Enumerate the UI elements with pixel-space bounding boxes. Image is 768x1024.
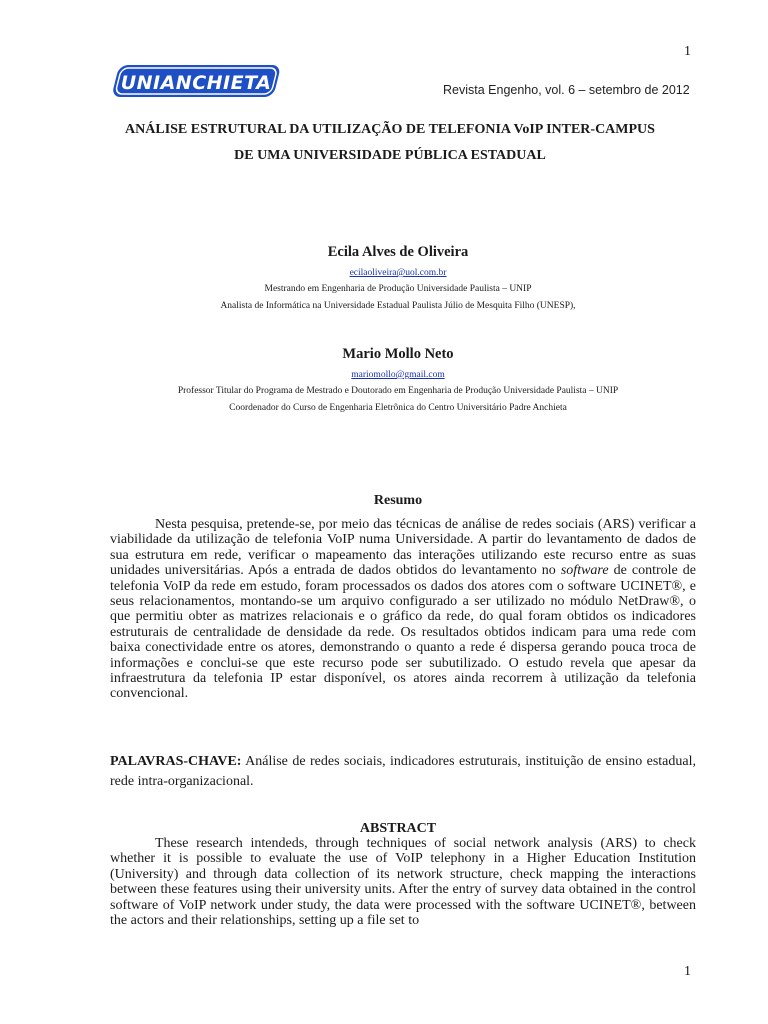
page-number-top: 1 (684, 44, 691, 59)
author-name: Ecila Alves de Oliveira (327, 244, 469, 260)
resumo-text-part: de controle de telefonia VoIP da rede em estudo, foram processados os dados dos atores com o software UCINET®, e seus relacionamentos, montando-se um arquivo configurado a ser utilizado no módulo NetDraw®, o que permitiu obter as matrizes relacionais e o gráfico da rede, do qual foram obtidos os indicadores estruturais de centralidade de densidade da rede. Os resultados obtidos indicam para uma rede com baixa conectividade entre os atores, demonstrando o quanto a rede é dispersa gerando pouca troca de informações e conclui-se que este recurso pode ser subutilizado. O estudo revela que apesar da infraestrutura da telefonia IP estar disponível, os atores ainda recorrem à utilização da telefonia convencional. (110, 563, 696, 702)
abstract-heading: ABSTRACT (359, 821, 437, 836)
author-block (100, 345, 696, 416)
keywords-text: Análise de redes sociais, indicadores estruturais, instituição de ensino estadual, rede intra-organizacional. (110, 754, 696, 789)
author-email-link[interactable]: ecilaoliveira@uol.com.br (349, 268, 447, 278)
svg-text:UNIANCHIETA: UNIANCHIETA (120, 72, 272, 94)
author-email-link[interactable]: mariomollo@gmail.com (351, 370, 445, 380)
resumo-heading: Resumo (373, 493, 423, 508)
author-affiliation: Coordenador do Curso de Engenharia Eletrônica do Centro Universitário Padre Anchieta (229, 403, 567, 413)
unianchieta-logo (106, 62, 282, 100)
keywords-label: PALAVRAS-CHAVE: (110, 754, 242, 769)
author-name: Mario Mollo Neto (342, 346, 454, 362)
resumo-paragraph (110, 517, 696, 702)
resumo-text-part: Nesta pesquisa, pretende-se, por meio das técnicas de análise de redes sociais (ARS) verificar a viabilidade da utilização de telefonia VoIP numa Universidade. A partir do levantamento de dados de sua estrutura em rede, verificar o mapeamento das interações utilizando este recurso entre as suas unidades universitárias. Após a entrada de dados obtidos do levantamento no (110, 517, 696, 579)
abstract-paragraph: These research intendeds, through techniques of social network analysis (ARS) to check whether it is possible to evaluate the use of VoIP telephony in a Higher Education Institution (University) and through data collection of its network structure, check mapping the interactions between these features using their university units. After the entry of survey data obtained in the control software of VoIP network under study, the data were processed with the software UCINET®, between the actors and their relationships, setting up a file set to (110, 836, 696, 929)
author-block (100, 243, 696, 314)
author-affiliation: Professor Titular do Programa de Mestrado e Doutorado em Engenharia de Produção Universidade Paulista – UNIP (177, 386, 619, 396)
resumo-italic-word: software (560, 563, 609, 579)
keywords-paragraph (110, 752, 696, 792)
paper-title: ANÁLISE ESTRUTURAL DA UTILIZAÇÃO DE TELEFONIA VoIP INTER-CAMPUS DE UMA UNIVERSIDADE PÚBLICA ESTADUAL (125, 122, 655, 163)
author-affiliation: Mestrando em Engenharia de Produção Universidade Paulista – UNIP (264, 284, 532, 294)
journal-citation: Revista Engenho, vol. 6 – setembro de 2012 (443, 83, 690, 97)
page-number-bottom: 1 (684, 964, 691, 979)
author-affiliation: Analista de Informática na Universidade Estadual Paulista Júlio de Mesquita Filho (UNESP), (220, 301, 576, 311)
